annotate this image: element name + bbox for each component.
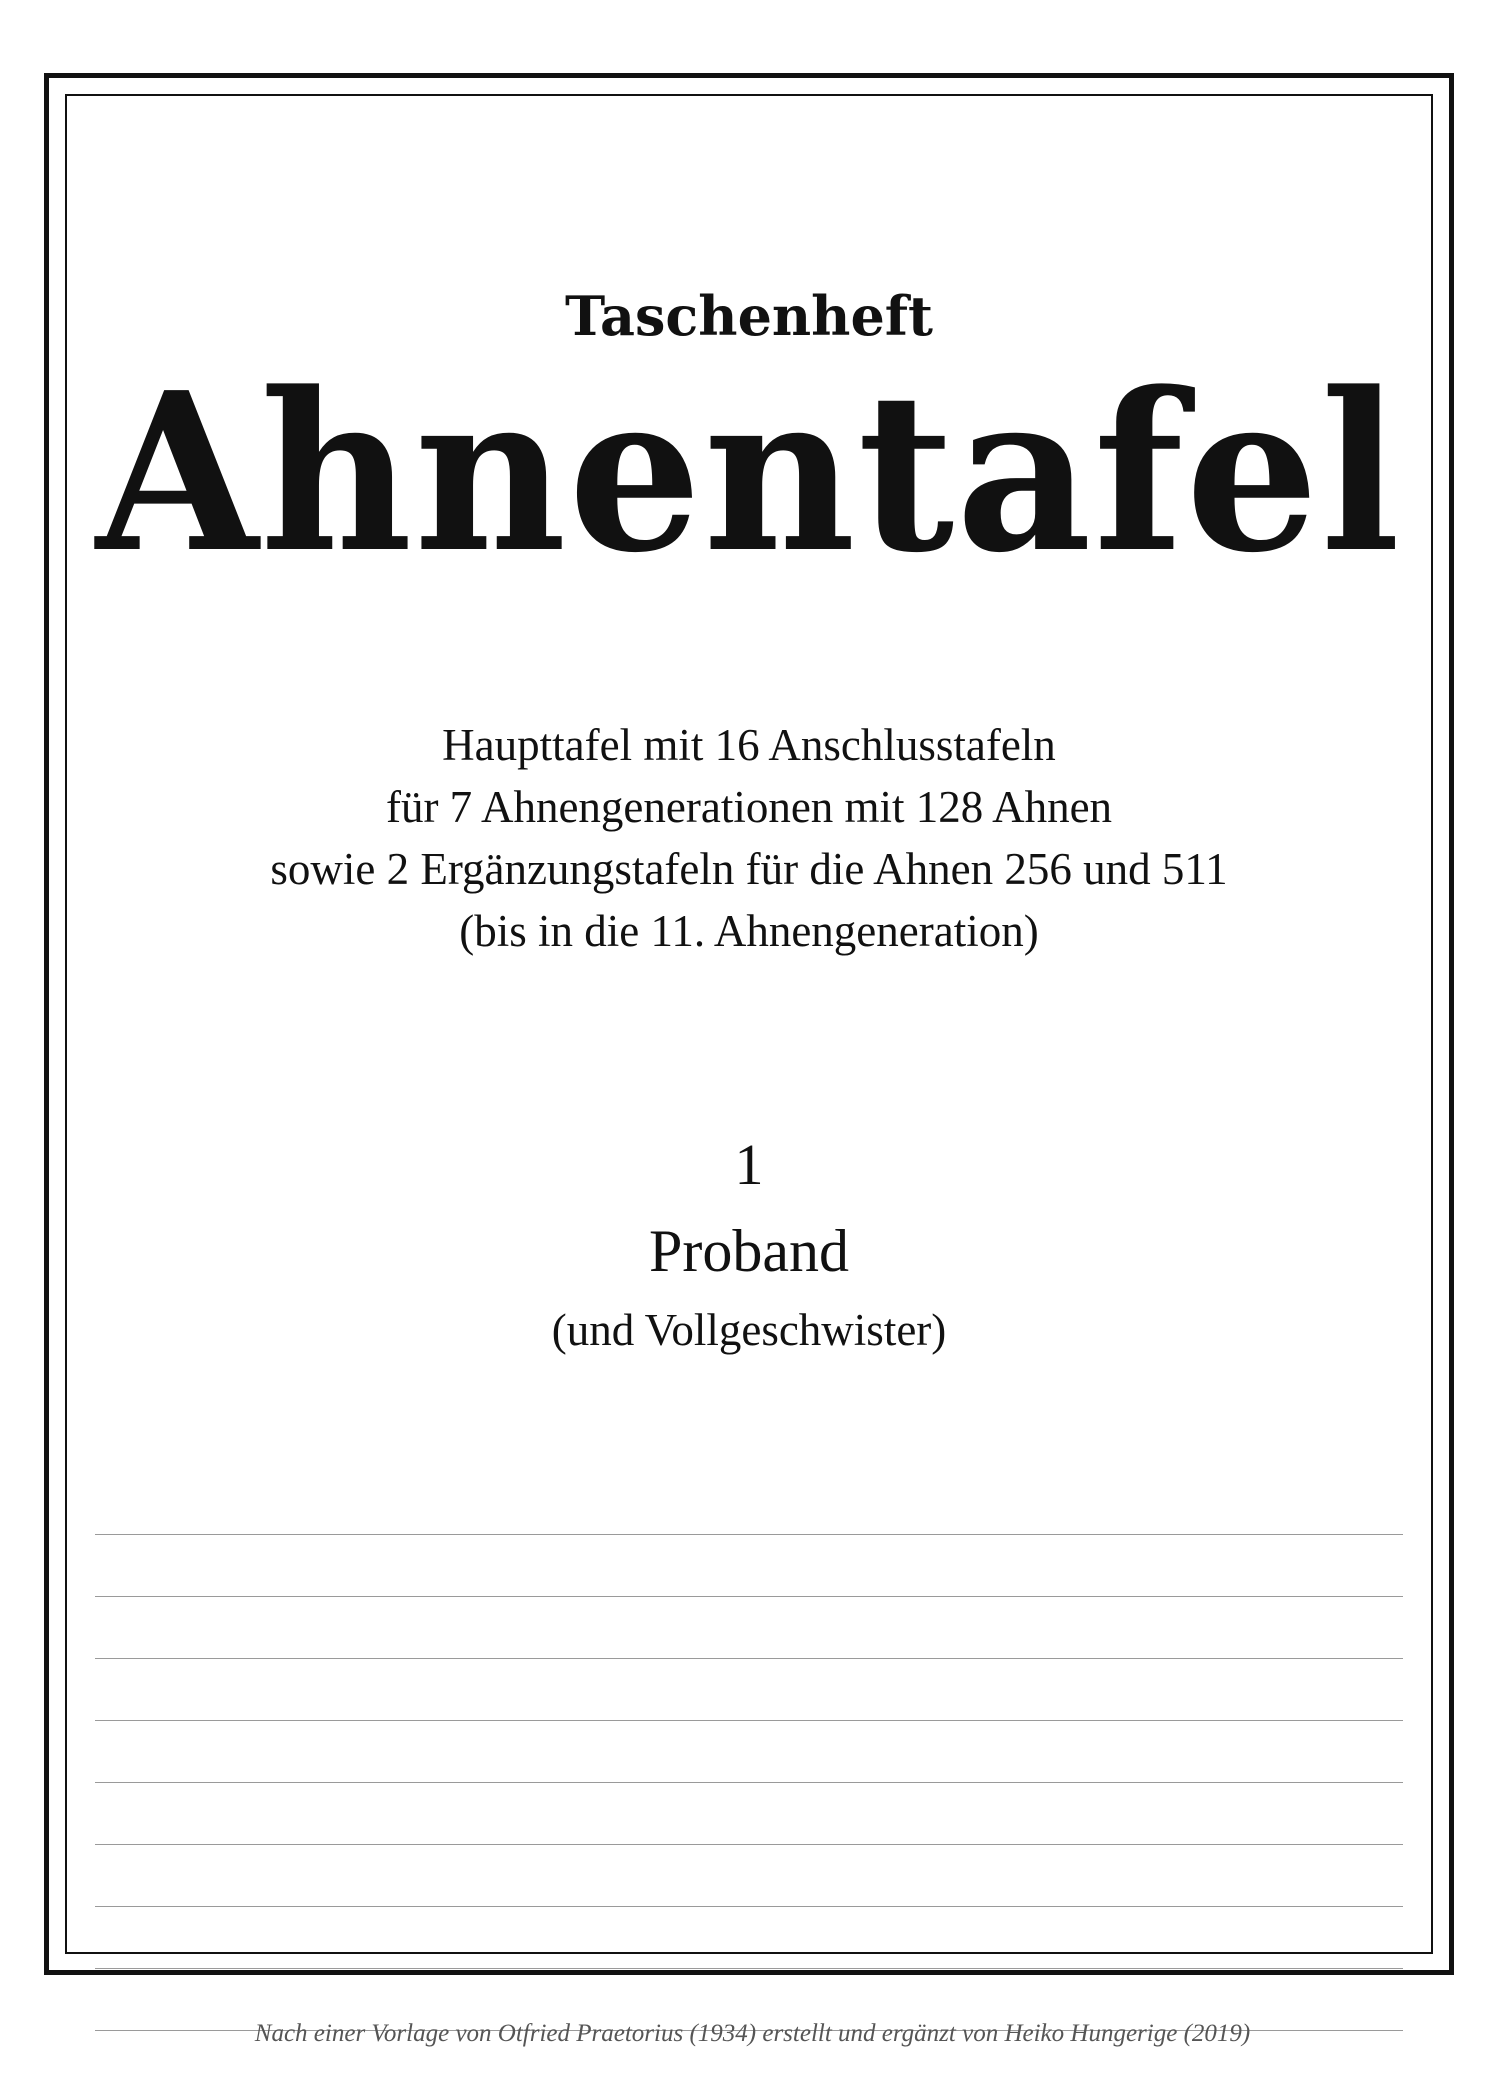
writing-line[interactable] [95, 1597, 1403, 1659]
writing-line[interactable] [95, 1845, 1403, 1907]
description-line-2: für 7 Ahnengenerationen mit 128 Ahnen [385, 782, 1113, 832]
description-line-4: (bis in die 11. Ahnengeneration) [459, 906, 1039, 956]
ancestor-note: (und Vollgeschwister) [551, 1305, 947, 1355]
description-line-3: sowie 2 Ergänzungstafeln für die Ahnen 256 und 511 [270, 844, 1228, 894]
page-title: Ahnentafel [95, 345, 1403, 601]
writing-line[interactable] [95, 1721, 1403, 1783]
writing-line[interactable] [95, 1783, 1403, 1845]
page-frame-inner [65, 94, 1433, 1954]
description-line-1: Haupttafel mit 16 Anschlusstafeln [442, 720, 1056, 770]
writing-line[interactable] [95, 1907, 1403, 1969]
footer-credit: Nach einer Vorlage von Otfried Praetorius (1934) erstellt und ergänzt von Heiko Hungerige (2019) [254, 2020, 1251, 2047]
page-frame-outer [44, 73, 1454, 1975]
booklet-subtitle: Taschenheft [565, 284, 933, 348]
writing-line[interactable] [95, 1535, 1403, 1597]
ancestor-number: 1 [734, 1132, 764, 1197]
writing-line[interactable] [95, 1473, 1403, 1535]
writing-line[interactable] [95, 1659, 1403, 1721]
writing-lines [95, 1473, 1403, 2031]
description-block [67, 714, 1431, 962]
ancestor-role: Proband [649, 1218, 849, 1284]
